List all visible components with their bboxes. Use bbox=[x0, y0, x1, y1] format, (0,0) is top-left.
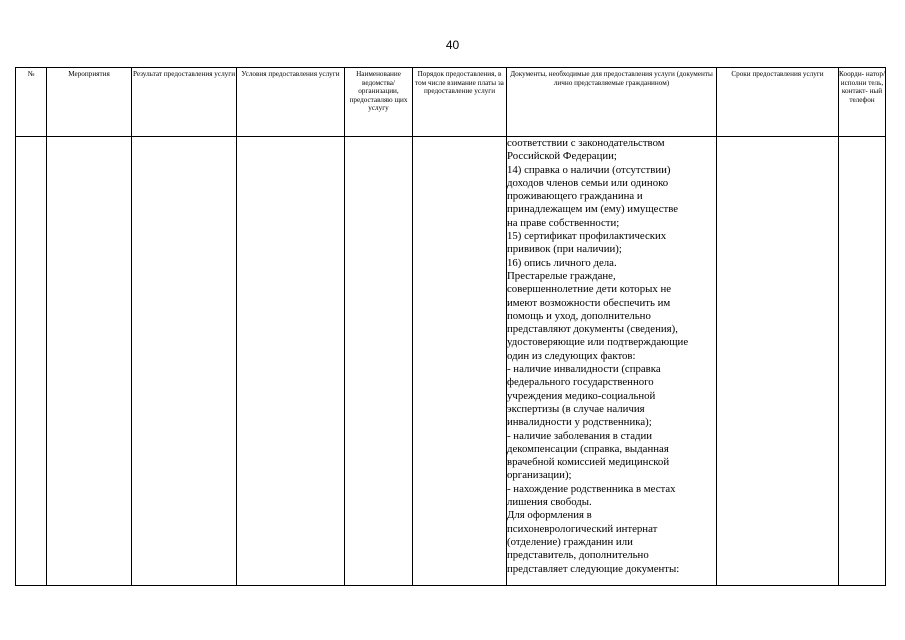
document-line: - наличие инвалидности (справка bbox=[507, 363, 661, 376]
document-line: удостоверяющие или подтверждающие bbox=[507, 336, 689, 349]
document-line: Российской Федерации; bbox=[507, 150, 617, 163]
cell-result bbox=[132, 137, 237, 586]
table-row bbox=[16, 137, 886, 586]
document-line: соответствии с законодательством bbox=[507, 137, 665, 149]
document-line: (отделение) гражданин или bbox=[507, 535, 633, 548]
cell-number bbox=[16, 137, 47, 586]
document-line: помощь и уход, дополнительно bbox=[507, 309, 651, 322]
document-line: проживающего гражданина и bbox=[507, 190, 643, 203]
document-line: организации); bbox=[507, 469, 572, 482]
document-line: федерального государственного bbox=[507, 376, 654, 389]
cell-conditions bbox=[237, 137, 345, 586]
header-activities: Мероприятия bbox=[47, 68, 132, 137]
cell-activities bbox=[47, 137, 132, 586]
cell-procedure bbox=[413, 137, 507, 586]
document-line: учреждения медико-социальной bbox=[507, 389, 656, 402]
header-number: № bbox=[16, 68, 47, 137]
document-line: совершеннолетние дети которых не bbox=[507, 283, 672, 296]
document-line: Для оформления в bbox=[507, 509, 592, 522]
document-line: - нахождение родственника в местах bbox=[507, 482, 676, 495]
cell-deadlines bbox=[717, 137, 839, 586]
page-number: 40 bbox=[445, 38, 460, 52]
cell-agency bbox=[345, 137, 413, 586]
document-line: прививок (при наличии); bbox=[507, 243, 622, 256]
document-line: 16) опись личного дела. bbox=[507, 256, 617, 269]
document-line: принадлежащем им (ему) имуществе bbox=[507, 203, 679, 216]
services-table bbox=[15, 67, 886, 586]
document-line: декомпенсации (справка, выданная bbox=[507, 442, 669, 455]
document-line: на праве собственности; bbox=[507, 216, 620, 229]
document-line: 14) справка о наличии (отсутствии) bbox=[507, 163, 671, 176]
document-line: - наличие заболевания в стадии bbox=[507, 429, 653, 442]
documents-text bbox=[507, 137, 716, 576]
document-line: 15) сертификат профилактических bbox=[507, 230, 667, 243]
document-line: экспертизы (в случае наличия bbox=[507, 402, 645, 415]
document-line: имеют возможности обеспечить им bbox=[507, 296, 671, 309]
document-line: представляют документы (сведения), bbox=[507, 323, 678, 336]
header-agency: Наименование ведомства/ организации, предоставляю щих услугу bbox=[345, 68, 413, 137]
document-line: психоневрологический интернат bbox=[507, 522, 658, 535]
document-line: лишения свободы. bbox=[507, 496, 592, 509]
cell-coordinator bbox=[839, 137, 886, 586]
header-deadlines: Сроки предоставления услуги bbox=[717, 68, 839, 137]
header-procedure: Порядок предоставления, в том числе взимание платы за предоставление услуги bbox=[413, 68, 507, 137]
document-line: представитель, дополнительно bbox=[507, 549, 649, 562]
header-conditions: Условия предоставления услуги bbox=[237, 68, 345, 137]
document-line: Престарелые граждане, bbox=[507, 269, 616, 282]
cell-documents bbox=[507, 137, 717, 586]
document-line: представляет следующие документы: bbox=[507, 562, 680, 575]
document-line: врачебной комиссией медицинской bbox=[507, 456, 670, 469]
header-coordinator: Коорди- натор/ исполни тель, контакт- ный телефон bbox=[839, 68, 886, 137]
document-line: один из следующих фактов: bbox=[507, 349, 636, 362]
header-documents: Документы, необходимые для предоставления услуги (документы лично представляемые гражданином) bbox=[507, 68, 717, 137]
header-row bbox=[16, 68, 886, 137]
header-result: Результат предоставления услуги bbox=[132, 68, 237, 137]
document-line: доходов членов семьи или одиноко bbox=[507, 176, 669, 189]
document-line: инвалидности у родственника); bbox=[507, 416, 652, 429]
